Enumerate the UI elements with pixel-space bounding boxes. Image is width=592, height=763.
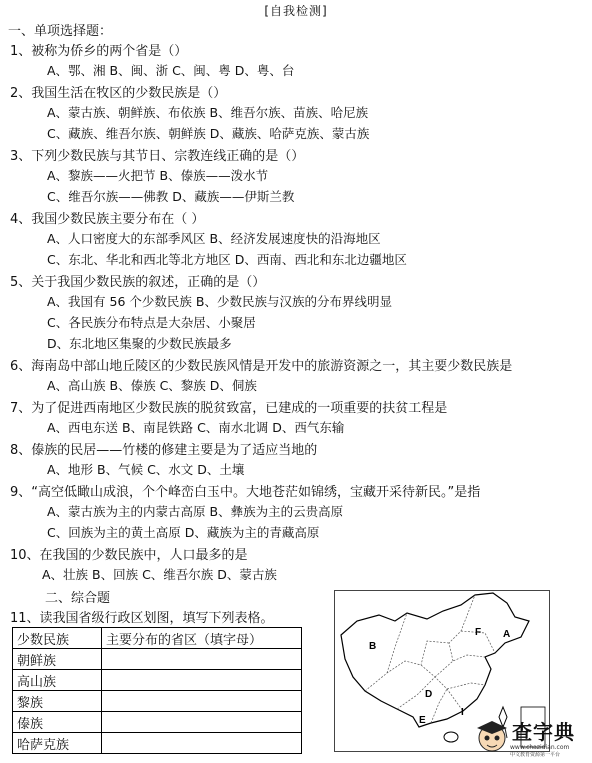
answer-table bbox=[12, 627, 302, 754]
answer-cell[interactable] bbox=[102, 649, 302, 670]
answer-cell[interactable] bbox=[102, 712, 302, 733]
question-2: 2、我国生活在牧区的少数民族是（） bbox=[10, 86, 227, 101]
logo-url: www.chazidian.com bbox=[510, 744, 570, 751]
question-option-line: A、鄂、湘 B、闽、浙 C、闽、粤 D、粤、台 bbox=[47, 63, 295, 78]
answer-cell[interactable] bbox=[102, 670, 302, 691]
question-8: 8、傣族的民居——竹楼的修建主要是为了适应当地的 bbox=[10, 443, 318, 458]
table-cell-ethnic: 哈萨克族 bbox=[13, 733, 102, 754]
question-option-line: A、西电东送 B、南昆铁路 C、南水北调 D、西气东输 bbox=[47, 420, 345, 435]
table-row bbox=[13, 733, 302, 754]
map-label-d: D bbox=[425, 689, 433, 700]
question-11: 11、读我国省级行政区划图，填写下列表格。 bbox=[10, 611, 274, 626]
table-cell-ethnic: 黎族 bbox=[13, 691, 102, 712]
map-label-i: I bbox=[461, 707, 464, 718]
question-option-line: A、壮族 B、回族 C、维吾尔族 D、蒙古族 bbox=[42, 567, 277, 582]
question-option-line: A、人口密度大的东部季风区 B、经济发展速度快的沿海地区 bbox=[47, 231, 381, 246]
question-option-line: D、东北地区集聚的少数民族最多 bbox=[47, 336, 232, 351]
question-3: 3、下列少数民族与其节日、宗教连线正确的是（） bbox=[10, 149, 305, 164]
section-heading-comprehensive: 二、综合题 bbox=[45, 591, 111, 606]
section-heading-choice: 一、单项选择题： bbox=[8, 24, 113, 39]
question-4: 4、我国少数民族主要分布在（ ） bbox=[10, 212, 205, 227]
question-option-line: C、东北、华北和西北等北方地区 D、西南、西北和东北边疆地区 bbox=[47, 252, 407, 267]
answer-cell[interactable] bbox=[102, 733, 302, 754]
map-label-a: A bbox=[503, 629, 511, 640]
question-option-line: C、回族为主的黄土高原 D、藏族为主的青藏高原 bbox=[47, 525, 320, 540]
question-option-line: C、维吾尔族——佛教 D、藏族——伊斯兰教 bbox=[47, 189, 295, 204]
question-9: 9、“高空低瞰山成浪，个个峰峦白玉中。大地苍茫如锦绣，宝藏开采待新民。”是指 bbox=[10, 485, 481, 500]
logo-text: 查字典 bbox=[512, 720, 575, 744]
table-cell-ethnic: 朝鲜族 bbox=[13, 649, 102, 670]
question-option-line: A、蒙古族为主的内蒙古高原 B、彝族为主的云贵高原 bbox=[47, 504, 344, 519]
table-cell-ethnic: 傣族 bbox=[13, 712, 102, 733]
map-label-e: E bbox=[419, 715, 426, 726]
question-6: 6、海南岛中部山地丘陵区的少数民族风情是开发中的旅游资源之一，其主要少数民族是 bbox=[10, 359, 513, 374]
table-row bbox=[13, 670, 302, 691]
question-option-line: A、高山族 B、傣族 C、黎族 D、侗族 bbox=[47, 378, 257, 393]
table-row bbox=[13, 649, 302, 670]
logo-tagline: 中文教育资源第一平台 bbox=[510, 752, 561, 758]
table-header: 主要分布的省区（填字母） bbox=[102, 628, 302, 649]
question-option-line: A、我国有 56 个少数民族 B、少数民族与汉族的分布界线明显 bbox=[47, 294, 392, 309]
question-option-line: C、藏族、维吾尔族、朝鲜族 D、藏族、哈萨克族、蒙古族 bbox=[47, 126, 370, 141]
table-row bbox=[13, 712, 302, 733]
question-5: 5、关于我国少数民族的叙述，正确的是（） bbox=[10, 275, 266, 290]
map-label-b: B bbox=[369, 641, 377, 652]
table-header: 少数民族 bbox=[13, 628, 102, 649]
page-title: [自我检测] bbox=[264, 4, 328, 18]
map-label-f: F bbox=[475, 627, 482, 638]
question-7: 7、为了促进西南地区少数民族的脱贫致富，已建成的一项重要的扶贫工程是 bbox=[10, 401, 448, 416]
answer-cell[interactable] bbox=[102, 691, 302, 712]
table-header-row bbox=[13, 628, 302, 649]
table-cell-ethnic: 高山族 bbox=[13, 670, 102, 691]
question-option-line: A、地形 B、气候 C、水文 D、土壤 bbox=[47, 462, 245, 477]
question-10: 10、在我国的少数民族中，人口最多的是 bbox=[10, 548, 248, 563]
question-option-line: A、黎族——火把节 B、傣族——泼水节 bbox=[47, 168, 269, 183]
question-option-line: A、蒙古族、朝鲜族、布依族 B、维吾尔族、苗族、哈尼族 bbox=[47, 105, 369, 120]
question-option-line: C、各民族分布特点是大杂居、小聚居 bbox=[47, 315, 256, 330]
question-1: 1、被称为侨乡的两个省是（） bbox=[10, 44, 188, 59]
table-row bbox=[13, 691, 302, 712]
